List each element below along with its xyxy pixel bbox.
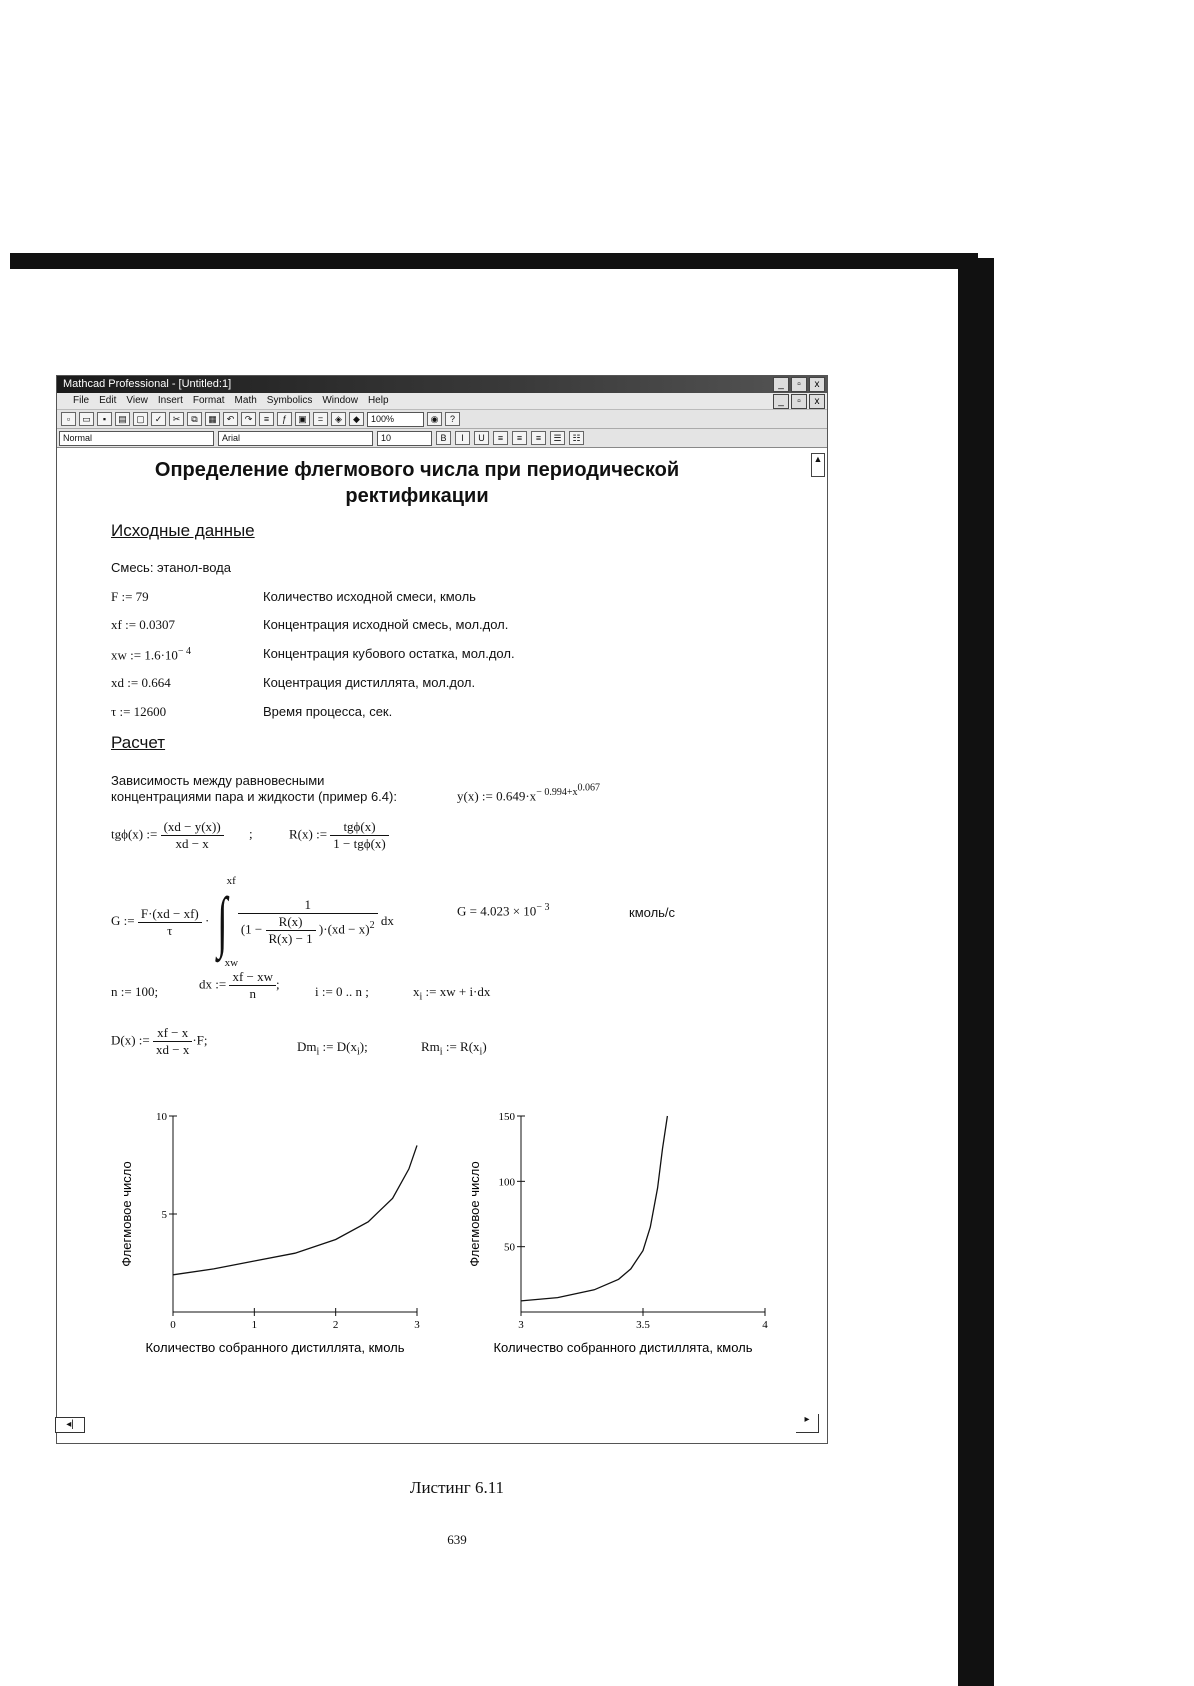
- param-tau[interactable]: τ := 12600: [111, 704, 167, 719]
- standard-toolbar: [57, 410, 827, 429]
- menu-bar: [57, 393, 827, 410]
- y-axis-label: Флегмовое число: [467, 1161, 482, 1267]
- reflux-chart-right[interactable]: [425, 1102, 785, 1372]
- x-tick-label: 3: [518, 1319, 524, 1331]
- y-tick-label: 150: [498, 1111, 515, 1123]
- window-title: Mathcad Professional - [Untitled:1]: [63, 378, 232, 390]
- scroll-left-icon[interactable]: ◂|: [55, 1417, 85, 1433]
- menu-format[interactable]: Format: [192, 395, 225, 406]
- align-icon[interactable]: ≡: [259, 412, 274, 426]
- param-F-desc: Количество исходной смеси, кмоль: [263, 589, 476, 604]
- menu-symbolics[interactable]: Symbolics: [266, 395, 313, 406]
- param-xf-desc: Концентрация исходной смесь, мол.дол.: [263, 617, 509, 632]
- doc-minimize-button[interactable]: _: [773, 394, 789, 409]
- param-xw[interactable]: xw := $1.6\cdot 10^{- 4}$: [111, 646, 192, 663]
- menu-help[interactable]: Help: [367, 395, 389, 406]
- scroll-right-icon[interactable]: ▸: [796, 1414, 819, 1433]
- x-tick-label: 1: [251, 1319, 258, 1331]
- menu-edit[interactable]: Edit: [99, 395, 117, 406]
- y-axis-label: Флегмовое число: [119, 1161, 134, 1267]
- resource-icon[interactable]: ◆: [349, 412, 364, 426]
- section-calculation: Расчет: [111, 733, 166, 752]
- section-input-data: Исходные данные: [111, 521, 255, 540]
- component-icon[interactable]: ◈: [331, 412, 346, 426]
- format-toolbar: [57, 429, 827, 448]
- spellcheck-icon[interactable]: ✓: [151, 412, 166, 426]
- menu-math[interactable]: Math: [234, 395, 257, 406]
- worksheet[interactable]: [57, 447, 827, 1443]
- doc-close-button[interactable]: x: [809, 394, 825, 409]
- help-icon[interactable]: ?: [445, 412, 460, 426]
- reflux-chart-left[interactable]: [77, 1102, 437, 1372]
- underline-icon[interactable]: U: [474, 431, 489, 445]
- copy-icon[interactable]: ⧉: [187, 412, 202, 426]
- insert-unit-icon[interactable]: ▣: [295, 412, 310, 426]
- series-line: [521, 1116, 667, 1301]
- x-tick-label: 0: [170, 1319, 176, 1331]
- minimize-button[interactable]: _: [773, 377, 789, 392]
- param-xd[interactable]: xd := 0.664: [111, 675, 171, 690]
- R-function[interactable]: R(x) := $\frac{\text{tgϕ(x)}}{\text{1 − tgϕ(x)}}$: [289, 819, 389, 852]
- paste-icon[interactable]: ▦: [205, 412, 220, 426]
- G-unit: кмоль/с: [629, 905, 676, 920]
- menu-insert[interactable]: Insert: [157, 395, 183, 406]
- open-file-icon[interactable]: ▭: [79, 412, 94, 426]
- doc-restore-button[interactable]: ▫: [791, 394, 807, 409]
- style-select[interactable]: Normal: [59, 431, 214, 446]
- italic-icon[interactable]: I: [455, 431, 470, 445]
- page-edge-right: [958, 258, 994, 1686]
- Dm-def[interactable]: $Dm_i$ := $D(x_i)$;: [297, 1039, 368, 1058]
- undo-icon[interactable]: ↶: [223, 412, 238, 426]
- y-tick-label: 5: [161, 1209, 167, 1221]
- menu-view[interactable]: View: [126, 395, 148, 406]
- n-def[interactable]: n := 100;: [111, 984, 159, 999]
- mixture-label: Смесь: этанол-вода: [111, 560, 231, 575]
- param-xd-desc: Коцентрация дистиллята, мол.дол.: [263, 675, 476, 690]
- title-bar[interactable]: [57, 376, 827, 393]
- G-result: $G = 4.023 \times 10^{- 3}$: [457, 902, 550, 919]
- restore-button[interactable]: ▫: [791, 377, 807, 392]
- param-xf[interactable]: xf := 0.0307: [111, 617, 176, 632]
- font-select[interactable]: Arial: [218, 431, 373, 446]
- mathcad-window: [56, 375, 828, 1444]
- menu-window[interactable]: Window: [322, 395, 358, 406]
- new-file-icon[interactable]: ▫: [61, 412, 76, 426]
- equilibrium-function[interactable]: y(x) := $0.649\cdot x^{- 0.994+x^{0.067}}$: [457, 783, 600, 804]
- page-title: Определение флегмового числа при периодической ректификации: [154, 459, 680, 507]
- series-line: [173, 1145, 417, 1274]
- x-tick-label: 2: [332, 1319, 339, 1331]
- x-tick-label: 3.5: [636, 1319, 650, 1331]
- param-xw-desc: Концентрация кубового остатка, мол.дол.: [263, 646, 515, 661]
- insert-function-icon[interactable]: ƒ: [277, 412, 292, 426]
- page-number: 639: [447, 1532, 467, 1547]
- scroll-up-icon[interactable]: ▲: [811, 453, 825, 477]
- param-tau-desc: Время процесса, сек.: [263, 704, 393, 719]
- y-tick-label: 50: [504, 1241, 515, 1254]
- x-tick-label: 4: [762, 1319, 768, 1331]
- redo-icon[interactable]: ↷: [241, 412, 256, 426]
- resource-center-icon[interactable]: ◉: [427, 412, 442, 426]
- cut-icon[interactable]: ✂: [169, 412, 184, 426]
- x-axis-label: Количество собранного дистиллята, кмоль: [145, 1340, 405, 1355]
- print-icon[interactable]: ▤: [115, 412, 130, 426]
- bullets-icon[interactable]: ☰: [550, 431, 565, 445]
- align-center-icon[interactable]: ≡: [512, 431, 527, 445]
- integral-sign-icon: ∫: [216, 883, 228, 959]
- x-tick-label: 3: [414, 1319, 420, 1331]
- close-button[interactable]: x: [809, 377, 825, 392]
- dependency-text: Зависимость между равновесными концентрациями пара и жидкости (пример 6.4):: [111, 773, 397, 804]
- page-edge-top: [10, 253, 978, 269]
- dx-def[interactable]: dx := $\frac{xf - xw}{n}$ ;: [199, 969, 280, 1001]
- y-tick-label: 100: [498, 1176, 515, 1189]
- i-range[interactable]: i := 0 .. n ;: [315, 984, 369, 999]
- align-right-icon[interactable]: ≡: [531, 431, 546, 445]
- D-function[interactable]: D(x) := $\frac{xf - x}{xd - x}$ ·F;: [111, 1025, 208, 1057]
- menu-file[interactable]: File: [73, 395, 90, 406]
- preview-icon[interactable]: ▢: [133, 412, 148, 426]
- zoom-select[interactable]: 100%: [367, 412, 424, 427]
- tg-function[interactable]: tgϕ(x) := $\frac{(xd - y(x))}{xd - x}$ ;: [111, 819, 253, 851]
- listing-caption: Листинг 6.11: [409, 1478, 505, 1497]
- font-size-select[interactable]: 10: [377, 431, 432, 446]
- y-tick-label: 10: [156, 1111, 167, 1123]
- xi-def[interactable]: $x_i$ := xw + i·dx: [413, 984, 491, 1003]
- G-integral[interactable]: G := $\frac{F\cdot(xd - xf)}{\tau}$ · ∫ xf xw 1 (1 − $\frac{R(x)}{R(x) - 1}$ )·(xd − x)$^2$ dx: [111, 875, 394, 969]
- calculate-icon[interactable]: =: [313, 412, 328, 426]
- Rm-def[interactable]: $Rm_i$ := $R(x_i)$: [421, 1039, 487, 1058]
- bold-icon[interactable]: B: [436, 431, 451, 445]
- param-F[interactable]: F := 79: [111, 589, 149, 604]
- save-icon[interactable]: ▪: [97, 412, 112, 426]
- numbering-icon[interactable]: ☷: [569, 431, 584, 445]
- x-axis-label: Количество собранного дистиллята, кмоль: [493, 1340, 753, 1355]
- align-left-icon[interactable]: ≡: [493, 431, 508, 445]
